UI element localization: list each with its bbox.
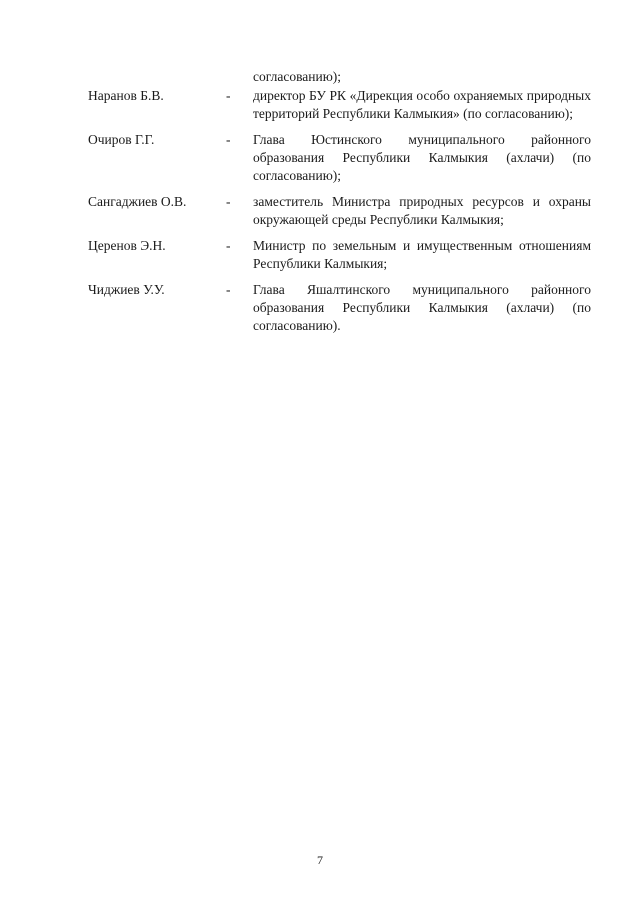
list-item bbox=[88, 131, 591, 185]
continued-text: согласованию); bbox=[253, 69, 342, 84]
dash-separator: - bbox=[226, 132, 231, 147]
dash-separator: - bbox=[226, 282, 231, 297]
member-name: Сангаджиев О.В. bbox=[88, 194, 187, 209]
member-position: директор БУ РК «Дирекция особо охраняемых природных территорий Республики Калмыкия» (по согласованию); bbox=[253, 88, 591, 121]
member-list bbox=[88, 68, 591, 335]
member-name: Церенов Э.Н. bbox=[88, 238, 166, 253]
member-position: заместитель Министра природных ресурсов и охраны окружающей среды Республики Калмыкия; bbox=[253, 194, 591, 227]
member-position: Министр по земельным и имущественным отношениям Республики Калмыкия; bbox=[253, 238, 591, 271]
dash-separator: - bbox=[226, 88, 231, 103]
list-item bbox=[88, 237, 591, 273]
member-position: Глава Юстинского муниципального районного образования Республики Калмыкия (ахлачи) (по согласованию); bbox=[253, 132, 591, 183]
list-item bbox=[88, 87, 591, 123]
page-number: 7 bbox=[317, 853, 323, 867]
member-name: Очиров Г.Г. bbox=[88, 132, 155, 147]
list-item bbox=[88, 281, 591, 335]
list-item bbox=[88, 193, 591, 229]
dash-separator: - bbox=[226, 194, 231, 209]
dash-separator: - bbox=[226, 238, 231, 253]
member-position: Глава Яшалтинского муниципального районного образования Республики Калмыкия (ахлачи) (по согласованию). bbox=[253, 282, 591, 333]
member-name: Наранов Б.В. bbox=[88, 88, 164, 103]
member-name: Чиджиев У.У. bbox=[88, 282, 165, 297]
